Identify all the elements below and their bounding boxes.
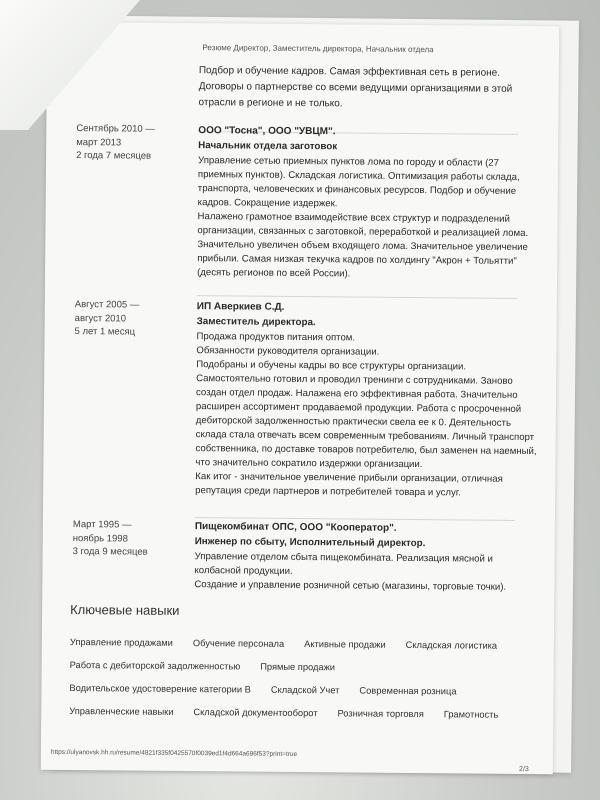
duty-paragraph: Продажа продуктов питания оптом. <box>196 331 356 344</box>
skill-tag: Розничная торговля <box>337 707 424 719</box>
company-name: ИП Аверкиев С.Д. <box>196 301 285 313</box>
intro-paragraph: Подбор и обучение кадров. Самая эффективная сеть в регионе. Договоры о партнерстве со всеми ведущими организациями в этой отрасли в регионе и не только. <box>198 65 513 110</box>
period-start: Март 1995 — <box>72 519 132 531</box>
skill-tag: Складской документооборот <box>193 706 318 718</box>
skill-tag: Обучение персонала <box>192 637 285 649</box>
job-details <box>194 519 540 595</box>
page-header-title: Резюме Директор, Заместитель директора, Начальник отдела <box>202 43 434 55</box>
job-period <box>76 122 196 164</box>
job-entry-1 <box>76 122 546 280</box>
job-details <box>197 123 543 283</box>
job-duties <box>195 330 541 501</box>
skill-tag: Управление продажами <box>69 636 173 648</box>
duty-paragraph: Управление сетью приемных пунктов лома по городу и области (27 приемных пунктов). Складская логистика. Оптимизация работы склада, транспорта, человеческих и финансовых ресурсов. Подбор и обучение кадров. Сокращение издержек. <box>197 155 520 210</box>
skill-tag: Управленческие навыки <box>69 705 174 717</box>
company-name: Пищекомбинат ОПС, ООО "Кооператор". <box>194 521 397 534</box>
skill-tag: Современная розница <box>359 685 457 696</box>
job-position: Заместитель директора. <box>196 316 316 329</box>
skill-tag: Складской Учет <box>270 684 340 695</box>
resume-page <box>41 22 560 774</box>
period-end: март 2013 <box>76 136 122 148</box>
job-details <box>195 299 542 501</box>
footer-page-number: 2/3 <box>519 765 529 774</box>
period-duration: 5 лет 1 месяц <box>74 326 136 338</box>
skill-tag: Водительское удостоверение категории B <box>69 682 251 695</box>
duty-paragraph: Как итог - значительное увеличение прибыли организации, отличная репутация среди партнеров и потребителей товара и услуг. <box>195 471 503 499</box>
period-duration: 2 года 7 месяцев <box>76 150 152 162</box>
job-position: Начальник отдела заготовок <box>198 140 338 153</box>
job-duties <box>197 154 543 283</box>
company-name: ООО "Тосна", ООО "УВЦМ". <box>198 125 336 138</box>
footer-url: https://ulyanovsk.hh.ru/resume/4821f335f0425570f0039ed1f4d664a696f53?print=true <box>50 748 298 758</box>
duty-paragraph: Налажено грамотное взаимодействие всех структур и подразделений организации, связанных с заготовкой, переработкой и реализацией лома. Значительно увеличен объем входящего лома. Значительное увеличение прибыли. Самая низкая текучка кадров по холдингу "Акрон + Тольятти" (десять регионов по всей России). <box>197 211 529 280</box>
period-duration: 3 года 9 месяцев <box>72 546 148 558</box>
period-end: август 2010 <box>74 312 127 324</box>
duty-paragraph: Обязанности руководителя организации. <box>196 345 380 358</box>
job-period <box>75 298 195 340</box>
skill-tag: Прямые продажи <box>260 661 336 672</box>
skills-row <box>69 699 539 726</box>
section-separator <box>197 295 517 299</box>
skill-tag: Активные продажи <box>304 638 386 650</box>
skill-tag: Складская логистика <box>405 639 498 651</box>
period-start: Сентябрь 2010 — <box>76 123 155 135</box>
duty-paragraph: Подобраны и обучены кадры во все структуры организации. Самостоятельно готовил и проводил тренинги с сотрудниками. Заново создан отдел продаж. Налажена его эффективная работа. Значительно расширен ассортимент продаваемой продукции. Работа с просроченной дебиторской задолженностью практически свела ее к 0. Деятельность склада стала отвечать всем современным требованиям. Личный транспорт собственника, по доставке товаров потребителю, был заменен на наемный, что значительно сократило издержки организации. <box>195 359 537 471</box>
skills-title: Ключевые навыки <box>70 602 180 618</box>
skill-tag: Грамотность <box>443 708 499 720</box>
job-period <box>73 518 193 560</box>
duty-paragraph: Создание и управление розничной сетью (магазины, торговые точки). <box>194 579 507 593</box>
skills-list <box>69 630 540 726</box>
job-duties <box>194 550 539 595</box>
job-position: Инженер по сбыту, Исполнительный директор. <box>194 536 426 550</box>
job-entry-2 <box>74 298 545 499</box>
period-start: Август 2005 — <box>74 299 140 311</box>
duty-paragraph: Управление отделом сбыта пищекомбината. Реализация мясной и колбасной продукции. <box>194 551 493 577</box>
skill-tag: Работа с дебиторской задолженностью <box>69 659 241 671</box>
period-end: ноябрь 1998 <box>72 532 128 545</box>
